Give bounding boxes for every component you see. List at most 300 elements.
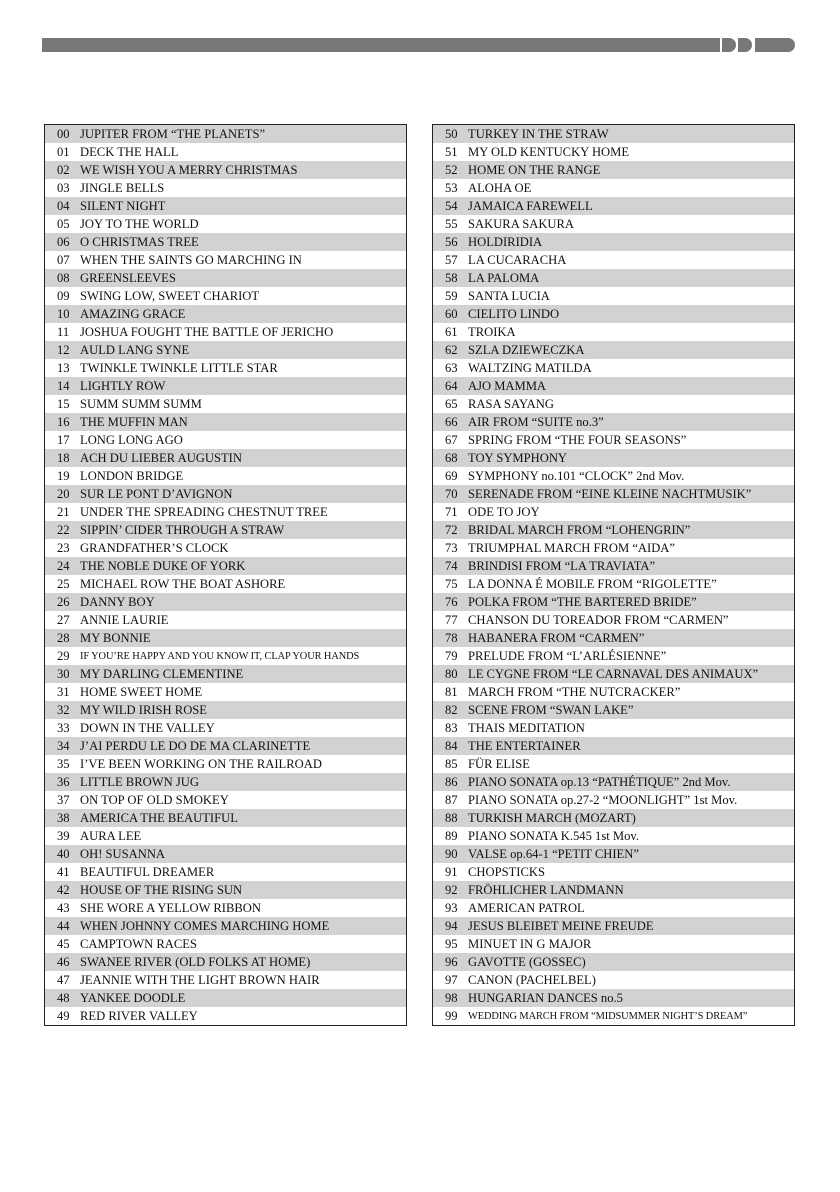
song-row xyxy=(45,773,406,791)
song-row xyxy=(433,593,794,611)
song-number: 53 xyxy=(445,180,458,195)
song-number: 55 xyxy=(445,216,458,231)
song-number: 70 xyxy=(445,486,458,501)
song-number: 72 xyxy=(445,522,458,537)
song-number: 85 xyxy=(445,756,458,771)
song-title: POLKA FROM “THE BARTERED BRIDE” xyxy=(468,594,697,609)
song-number: 21 xyxy=(57,504,70,519)
song-title: TURKISH MARCH (MOZART) xyxy=(468,810,636,825)
song-title: JOY TO THE WORLD xyxy=(80,216,199,231)
song-title: LITTLE BROWN JUG xyxy=(80,774,199,789)
song-row xyxy=(45,305,406,323)
song-row xyxy=(45,881,406,899)
song-row xyxy=(433,935,794,953)
song-number: 69 xyxy=(445,468,458,483)
song-title: IF YOU’RE HAPPY AND YOU KNOW IT, CLAP YOUR HANDS xyxy=(80,650,360,662)
song-row xyxy=(45,683,406,701)
song-title: SZLA DZIEWECZKA xyxy=(468,342,585,357)
song-title: RED RIVER VALLEY xyxy=(80,1008,198,1023)
song-row xyxy=(433,521,794,539)
song-row xyxy=(433,359,794,377)
song-title: WEDDING MARCH FROM “MIDSUMMER NIGHT’S DREAM” xyxy=(468,1010,748,1022)
song-title: AJO MAMMA xyxy=(468,378,547,393)
song-title: HOME ON THE RANGE xyxy=(468,162,601,177)
song-number: 61 xyxy=(445,324,458,339)
song-title: MY DARLING CLEMENTINE xyxy=(80,666,244,681)
song-number: 93 xyxy=(445,900,458,915)
song-row xyxy=(433,197,794,215)
song-row xyxy=(45,503,406,521)
song-number: 28 xyxy=(57,630,70,645)
song-number: 91 xyxy=(445,864,458,879)
song-row xyxy=(45,467,406,485)
song-row xyxy=(433,539,794,557)
song-title: LA DONNA É MOBILE FROM “RIGOLETTE” xyxy=(468,576,717,591)
song-title: SANTA LUCIA xyxy=(468,288,550,303)
song-number: 66 xyxy=(445,414,458,429)
song-row xyxy=(433,629,794,647)
song-title: YANKEE DOODLE xyxy=(80,990,186,1005)
song-title: HABANERA FROM “CARMEN” xyxy=(468,630,645,645)
song-title: WHEN JOHNNY COMES MARCHING HOME xyxy=(80,918,330,933)
song-title: PIANO SONATA op.27-2 “MOONLIGHT” 1st Mov. xyxy=(468,792,738,807)
song-row xyxy=(45,665,406,683)
song-title: LE CYGNE FROM “LE CARNAVAL DES ANIMAUX” xyxy=(468,666,759,681)
song-number: 48 xyxy=(57,990,70,1005)
song-number: 03 xyxy=(57,180,70,195)
song-number: 06 xyxy=(57,234,70,249)
header-tab-marker xyxy=(755,38,795,52)
song-title: BEAUTIFUL DREAMER xyxy=(80,864,215,879)
song-title: LIGHTLY ROW xyxy=(80,378,166,393)
song-title: MY WILD IRISH ROSE xyxy=(80,702,207,717)
song-title: TWINKLE TWINKLE LITTLE STAR xyxy=(80,360,278,375)
song-row xyxy=(433,737,794,755)
song-title: MINUET IN G MAJOR xyxy=(468,936,592,951)
song-row xyxy=(45,593,406,611)
song-number: 04 xyxy=(57,198,70,213)
song-number: 24 xyxy=(57,558,70,573)
song-row xyxy=(433,179,794,197)
song-title: ODE TO JOY xyxy=(468,504,540,519)
song-number: 07 xyxy=(57,252,70,267)
song-title: HUNGARIAN DANCES no.5 xyxy=(468,990,623,1005)
song-number: 87 xyxy=(445,792,458,807)
song-title: DOWN IN THE VALLEY xyxy=(80,720,215,735)
song-row xyxy=(433,467,794,485)
song-number: 08 xyxy=(57,270,70,285)
song-number: 22 xyxy=(57,522,70,537)
song-row xyxy=(433,791,794,809)
song-number: 52 xyxy=(445,162,458,177)
song-title: JINGLE BELLS xyxy=(80,180,165,195)
song-row xyxy=(45,791,406,809)
song-row xyxy=(433,773,794,791)
song-number: 50 xyxy=(445,126,458,141)
song-row xyxy=(433,647,794,665)
song-title: VALSE op.64-1 “PETIT CHIEN” xyxy=(468,846,639,861)
song-title: TOY SYMPHONY xyxy=(468,450,568,465)
song-row xyxy=(45,359,406,377)
song-number: 09 xyxy=(57,288,70,303)
song-number: 44 xyxy=(57,918,70,933)
song-number: 12 xyxy=(57,342,70,357)
song-row xyxy=(45,143,406,161)
song-row xyxy=(45,215,406,233)
song-row xyxy=(45,845,406,863)
header-tab-marker xyxy=(738,38,752,52)
song-title: GREENSLEEVES xyxy=(80,270,176,285)
song-title: MY OLD KENTUCKY HOME xyxy=(468,144,630,159)
song-row xyxy=(45,341,406,359)
song-number: 30 xyxy=(57,666,70,681)
song-number: 59 xyxy=(445,288,458,303)
song-row xyxy=(433,809,794,827)
song-title: J’AI PERDU LE DO DE MA CLARINETTE xyxy=(80,738,311,753)
song-title: MICHAEL ROW THE BOAT ASHORE xyxy=(80,576,286,591)
song-row xyxy=(433,683,794,701)
song-row xyxy=(45,719,406,737)
song-title: FÜR ELISE xyxy=(468,756,530,771)
song-number: 81 xyxy=(445,684,458,699)
song-row xyxy=(433,431,794,449)
song-title: ANNIE LAURIE xyxy=(80,612,169,627)
song-number: 99 xyxy=(445,1008,458,1023)
song-number: 38 xyxy=(57,810,70,825)
song-title: WE WISH YOU A MERRY CHRISTMAS xyxy=(80,162,298,177)
song-number: 01 xyxy=(57,144,70,159)
song-number: 79 xyxy=(445,648,458,663)
song-row xyxy=(433,989,794,1007)
song-title: CHOPSTICKS xyxy=(468,864,545,879)
song-number: 97 xyxy=(445,972,458,987)
song-title: AULD LANG SYNE xyxy=(80,342,190,357)
song-title: I’VE BEEN WORKING ON THE RAILROAD xyxy=(80,756,322,771)
song-row xyxy=(45,935,406,953)
song-row xyxy=(433,269,794,287)
song-number: 02 xyxy=(57,162,70,177)
song-row xyxy=(45,377,406,395)
song-number: 40 xyxy=(57,846,70,861)
song-number: 96 xyxy=(445,954,458,969)
song-title: SPRING FROM “THE FOUR SEASONS” xyxy=(468,432,687,447)
song-row xyxy=(45,701,406,719)
song-number: 57 xyxy=(445,252,458,267)
song-title: SIPPIN’ CIDER THROUGH A STRAW xyxy=(80,522,285,537)
song-number: 88 xyxy=(445,810,458,825)
song-number: 05 xyxy=(57,216,70,231)
song-number: 33 xyxy=(57,720,70,735)
song-title: CIELITO LINDO xyxy=(468,306,560,321)
song-number: 76 xyxy=(445,594,458,609)
song-row xyxy=(45,251,406,269)
song-number: 15 xyxy=(57,396,70,411)
song-number: 58 xyxy=(445,270,458,285)
song-row xyxy=(45,179,406,197)
song-row xyxy=(433,395,794,413)
song-number: 75 xyxy=(445,576,458,591)
song-number: 90 xyxy=(445,846,458,861)
song-title: TROIKA xyxy=(468,324,516,339)
song-row xyxy=(433,719,794,737)
song-row xyxy=(433,1007,794,1025)
song-row xyxy=(45,125,406,143)
song-title: TURKEY IN THE STRAW xyxy=(468,126,609,141)
song-number: 34 xyxy=(57,738,70,753)
song-number: 39 xyxy=(57,828,70,843)
song-row xyxy=(45,953,406,971)
song-row xyxy=(45,287,406,305)
song-row xyxy=(45,413,406,431)
song-row xyxy=(45,863,406,881)
song-number: 19 xyxy=(57,468,70,483)
song-row xyxy=(433,611,794,629)
song-row xyxy=(45,323,406,341)
song-row xyxy=(433,341,794,359)
song-row xyxy=(433,917,794,935)
song-title: JEANNIE WITH THE LIGHT BROWN HAIR xyxy=(80,972,320,987)
song-title: THE MUFFIN MAN xyxy=(80,414,188,429)
song-title: LA PALOMA xyxy=(468,270,540,285)
song-number: 25 xyxy=(57,576,70,591)
song-number: 11 xyxy=(57,324,70,339)
song-title: ON TOP OF OLD SMOKEY xyxy=(80,792,229,807)
song-number: 23 xyxy=(57,540,70,555)
song-title: WHEN THE SAINTS GO MARCHING IN xyxy=(80,252,302,267)
song-row xyxy=(45,917,406,935)
song-number: 41 xyxy=(57,864,70,879)
song-title: THE ENTERTAINER xyxy=(468,738,581,753)
song-title: GAVOTTE (GOSSEC) xyxy=(468,954,586,969)
song-row xyxy=(433,971,794,989)
song-row xyxy=(45,1007,406,1025)
song-title: MARCH FROM “THE NUTCRACKER” xyxy=(468,684,681,699)
song-row xyxy=(45,269,406,287)
song-row xyxy=(45,575,406,593)
song-title: TRIUMPHAL MARCH FROM “AIDA” xyxy=(468,540,675,555)
song-title: SWING LOW, SWEET CHARIOT xyxy=(80,288,260,303)
song-number: 68 xyxy=(445,450,458,465)
song-title: ALOHA OE xyxy=(468,180,532,195)
song-number: 46 xyxy=(57,954,70,969)
song-row xyxy=(433,665,794,683)
song-number: 43 xyxy=(57,900,70,915)
song-number: 45 xyxy=(57,936,70,951)
song-title: SUR LE PONT D’AVIGNON xyxy=(80,486,233,501)
song-number: 74 xyxy=(445,558,458,573)
song-number: 64 xyxy=(445,378,458,393)
song-number: 16 xyxy=(57,414,70,429)
song-title: HOME SWEET HOME xyxy=(80,684,203,699)
song-title: LONDON BRIDGE xyxy=(80,468,184,483)
song-number: 32 xyxy=(57,702,70,717)
song-number: 92 xyxy=(445,882,458,897)
song-number: 36 xyxy=(57,774,70,789)
song-number: 49 xyxy=(57,1008,70,1023)
song-title: MY BONNIE xyxy=(80,630,151,645)
song-number: 42 xyxy=(57,882,70,897)
song-number: 56 xyxy=(445,234,458,249)
song-title: SUMM SUMM SUMM xyxy=(80,396,202,411)
song-number: 71 xyxy=(445,504,458,519)
song-number: 35 xyxy=(57,756,70,771)
song-title: CANON (PACHELBEL) xyxy=(468,972,596,987)
song-number: 98 xyxy=(445,990,458,1005)
song-number: 26 xyxy=(57,594,70,609)
song-row xyxy=(45,431,406,449)
song-title: HOUSE OF THE RISING SUN xyxy=(80,882,243,897)
song-number: 10 xyxy=(57,306,70,321)
song-row xyxy=(45,647,406,665)
song-number: 00 xyxy=(57,126,70,141)
song-row xyxy=(45,899,406,917)
song-title: LA CUCARACHA xyxy=(468,252,567,267)
song-row xyxy=(433,485,794,503)
song-number: 80 xyxy=(445,666,458,681)
song-number: 84 xyxy=(445,738,458,753)
song-title: HOLDIRIDIA xyxy=(468,234,543,249)
song-number: 17 xyxy=(57,432,70,447)
song-row xyxy=(45,395,406,413)
song-number: 54 xyxy=(445,198,458,213)
song-row xyxy=(45,827,406,845)
song-row xyxy=(45,629,406,647)
song-title: LONG LONG AGO xyxy=(80,432,183,447)
song-title: AIR FROM “SUITE no.3” xyxy=(468,414,604,429)
song-number: 51 xyxy=(445,144,458,159)
song-row xyxy=(433,143,794,161)
song-title: THE NOBLE DUKE OF YORK xyxy=(80,558,246,573)
song-title: FRÖHLICHER LANDMANN xyxy=(468,882,624,897)
song-title: PIANO SONATA op.13 “PATHÉTIQUE” 2nd Mov. xyxy=(468,774,731,789)
song-title: DANNY BOY xyxy=(80,594,155,609)
song-row xyxy=(433,413,794,431)
song-number: 13 xyxy=(57,360,70,375)
song-number: 83 xyxy=(445,720,458,735)
song-title: JESUS BLEIBET MEINE FREUDE xyxy=(468,918,654,933)
song-row xyxy=(45,611,406,629)
song-title: JOSHUA FOUGHT THE BATTLE OF JERICHO xyxy=(80,324,334,339)
song-row xyxy=(433,233,794,251)
song-title: SILENT NIGHT xyxy=(80,198,166,213)
song-title: SAKURA SAKURA xyxy=(468,216,575,231)
song-title: CHANSON DU TOREADOR FROM “CARMEN” xyxy=(468,612,729,627)
song-row xyxy=(45,521,406,539)
song-number: 94 xyxy=(445,918,458,933)
song-number: 77 xyxy=(445,612,458,627)
song-number: 37 xyxy=(57,792,70,807)
song-row xyxy=(433,287,794,305)
song-number: 78 xyxy=(445,630,458,645)
song-title: WALTZING MATILDA xyxy=(468,360,592,375)
song-row xyxy=(45,557,406,575)
song-title: BRIDAL MARCH FROM “LOHENGRIN” xyxy=(468,522,691,537)
song-row xyxy=(433,845,794,863)
song-row xyxy=(45,485,406,503)
song-title: AMERICA THE BEAUTIFUL xyxy=(80,810,238,825)
song-number: 95 xyxy=(445,936,458,951)
song-number: 29 xyxy=(57,648,70,663)
header-tab-marker xyxy=(722,38,736,52)
song-number: 47 xyxy=(57,972,70,987)
song-title: AMERICAN PATROL xyxy=(468,900,585,915)
song-row xyxy=(433,827,794,845)
song-title: JUPITER FROM “THE PLANETS” xyxy=(80,126,266,141)
song-title: OH! SUSANNA xyxy=(80,846,166,861)
song-row xyxy=(45,809,406,827)
song-row xyxy=(433,323,794,341)
song-title: THAIS MEDITATION xyxy=(468,720,585,735)
song-row xyxy=(45,449,406,467)
song-title: UNDER THE SPREADING CHESTNUT TREE xyxy=(80,504,328,519)
song-row xyxy=(433,953,794,971)
song-title: BRINDISI FROM “LA TRAVIATA” xyxy=(468,558,656,573)
song-row xyxy=(45,233,406,251)
song-title: RASA SAYANG xyxy=(468,396,554,411)
song-row xyxy=(45,161,406,179)
song-list-right xyxy=(432,124,795,1026)
song-number: 60 xyxy=(445,306,458,321)
song-title: O CHRISTMAS TREE xyxy=(80,234,199,249)
song-row xyxy=(433,863,794,881)
song-row xyxy=(433,701,794,719)
song-title: AMAZING GRACE xyxy=(80,306,186,321)
song-number: 67 xyxy=(445,432,458,447)
song-row xyxy=(45,539,406,557)
song-row xyxy=(433,377,794,395)
song-number: 62 xyxy=(445,342,458,357)
song-number: 14 xyxy=(57,378,70,393)
song-row xyxy=(45,197,406,215)
song-row xyxy=(433,575,794,593)
song-row xyxy=(433,557,794,575)
song-title: AURA LEE xyxy=(80,828,142,843)
song-row xyxy=(433,503,794,521)
song-title: SWANEE RIVER (OLD FOLKS AT HOME) xyxy=(80,954,311,969)
song-number: 89 xyxy=(445,828,458,843)
song-title: GRANDFATHER’S CLOCK xyxy=(80,540,229,555)
song-title: SERENADE FROM “EINE KLEINE NACHTMUSIK” xyxy=(468,486,752,501)
song-number: 73 xyxy=(445,540,458,555)
song-row xyxy=(433,125,794,143)
song-row xyxy=(433,161,794,179)
song-title: SYMPHONY no.101 “CLOCK” 2nd Mov. xyxy=(468,468,685,483)
song-title: PRELUDE FROM “L’ARLÉSIENNE” xyxy=(468,648,667,663)
song-title: SHE WORE A YELLOW RIBBON xyxy=(80,900,261,915)
song-row xyxy=(45,989,406,1007)
song-number: 63 xyxy=(445,360,458,375)
song-title: SCENE FROM “SWAN LAKE” xyxy=(468,702,634,717)
song-row xyxy=(45,755,406,773)
song-number: 31 xyxy=(57,684,70,699)
song-number: 27 xyxy=(57,612,70,627)
song-title: PIANO SONATA K.545 1st Mov. xyxy=(468,828,640,843)
song-number: 20 xyxy=(57,486,70,501)
song-number: 82 xyxy=(445,702,458,717)
song-title: CAMPTOWN RACES xyxy=(80,936,197,951)
song-row xyxy=(433,251,794,269)
song-list-left xyxy=(44,124,407,1026)
song-row xyxy=(433,755,794,773)
song-row xyxy=(433,899,794,917)
header-bar xyxy=(42,38,720,52)
song-number: 65 xyxy=(445,396,458,411)
song-row xyxy=(45,971,406,989)
song-number: 86 xyxy=(445,774,458,789)
song-title: JAMAICA FAREWELL xyxy=(468,198,593,213)
song-row xyxy=(433,881,794,899)
song-row xyxy=(45,737,406,755)
